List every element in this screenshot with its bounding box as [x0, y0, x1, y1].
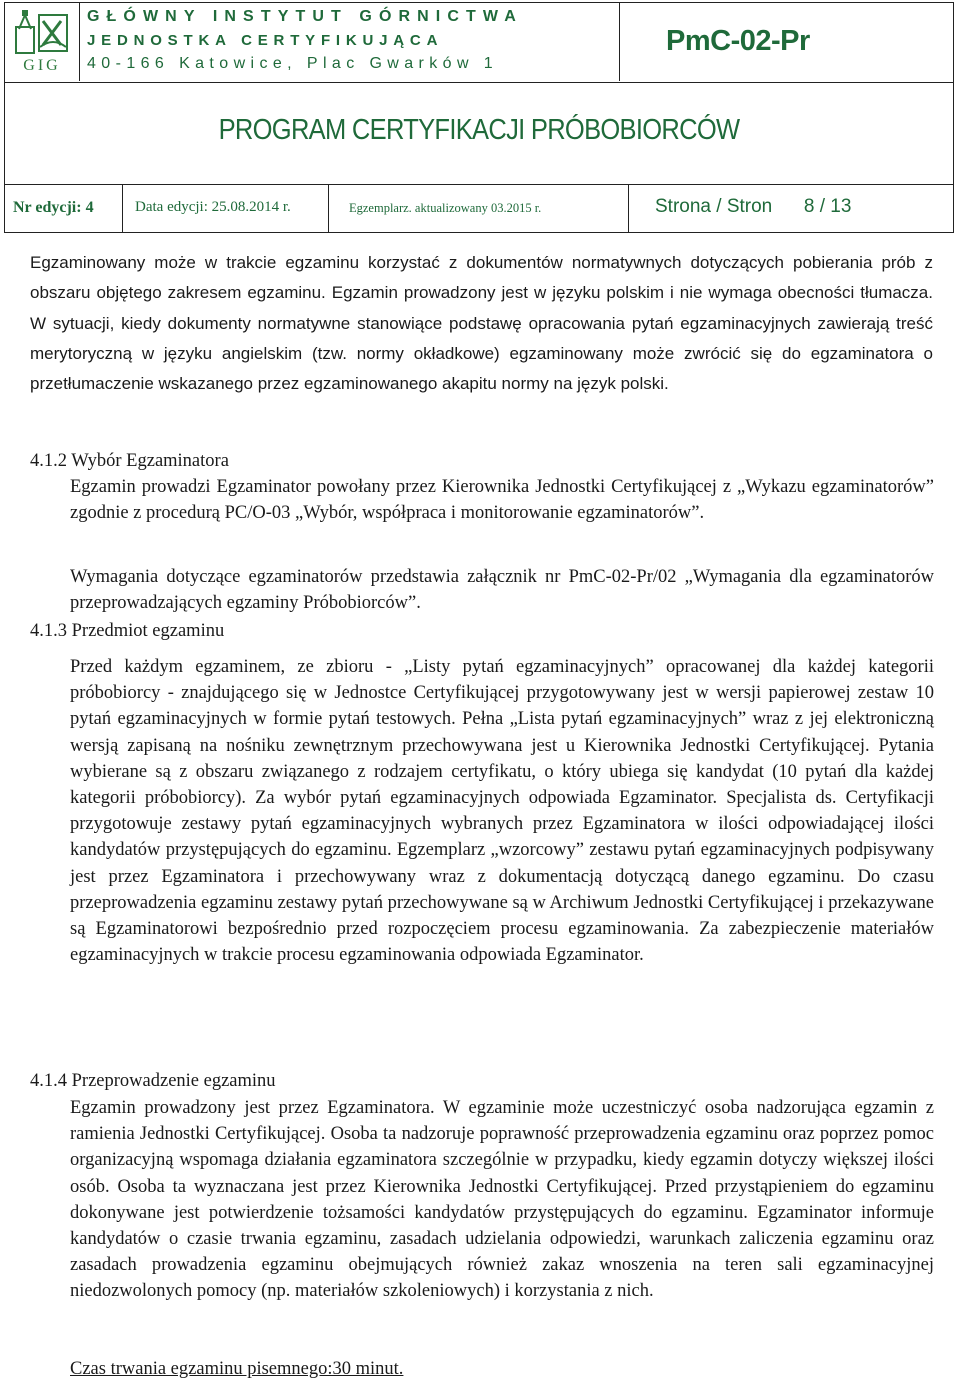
- intro-paragraph: Egzaminowany może w trakcie egzaminu korzystać z dokumentów normatywnych dotyczących pobierania prób z obszaru objętego zakresem egzaminu. Egzamin prowadzony jest w języku polskim i nie wymaga obecności tłumacza. W sytuacji, kiedy dokumenty normatywne stanowiące podstawę opracowania pytań egzaminacyjnych zawierają treść merytoryczną w języku angielskim (tzw. normy okładkowe) egzaminowany może zwrócić się do egzaminatora o przetłumaczenie wskazanego przez egzaminowanego akapitu normy na język polski.: [30, 253, 933, 394]
- gig-logo-icon: [13, 7, 71, 57]
- header-meta-row: [5, 185, 953, 232]
- section-4-1-2-paragraph-2: Wymagania dotyczące egzaminatorów przedstawia załącznik nr PmC-02-Pr/02 „Wymagania dla egzaminatorów przeprowadzających egzaminy Próbobiorców”.: [70, 567, 934, 614]
- edition-date: Data edycji: 25.08.2014 r.: [135, 199, 291, 215]
- edition-number: Nr edycji: 4: [13, 199, 94, 216]
- copy-status: Egzemplarz. aktualizowany 03.2015 r.: [349, 201, 542, 215]
- document-code: PmC-02-Pr: [666, 25, 810, 57]
- program-title: PROGRAM CERTYFIKACJI PRÓBOBIORCÓW: [218, 114, 740, 146]
- edition-cell: [5, 185, 123, 232]
- page-info-cell: [629, 185, 953, 232]
- page-info: Strona / Stron 8 / 13: [655, 196, 852, 217]
- section-4-1-4-heading: 4.1.4 Przeprowadzenie egzaminu: [30, 1071, 276, 1091]
- copy-status-cell: [329, 185, 629, 232]
- header-title-row: [5, 83, 953, 185]
- section-4-1-2-heading: 4.1.2 Wybór Egzaminatora: [30, 451, 229, 471]
- institute-cell: [79, 3, 620, 81]
- institute-address: 40-166 Katowice, Plac Gwarków 1: [87, 55, 499, 72]
- document-code-cell: [619, 3, 953, 81]
- section-4-1-2-paragraph-1: Egzamin prowadzi Egzaminator powołany przez Kierownika Jednostki Certyfikującej z „Wykazu egzaminatorów” zgodnie z procedurą PC/O-03 „Wybór, współpraca i monitorowanie egzaminatorów”.: [70, 477, 934, 524]
- edition-date-cell: [123, 185, 329, 232]
- header-top-row: [5, 3, 953, 83]
- document-header: [4, 2, 954, 233]
- logo-cell: [5, 3, 80, 81]
- section-4-1-3-paragraph: Przed każdym egzaminem, ze zbioru - „Listy pytań egzaminacyjnych” opracowanej dla każdej kategorii próbobiorcy - znajdującego się w Jednostce Certyfikującej przygotowywany jest w wersji papierowej zestaw 10 pytań egzaminacyjnych w formie pytań testowych. Pełna „Lista pytań egzaminacyjnych” wraz z jej elektroniczną wersją zapisaną na nośniku zewnętrznym przechowywana jest u Kierownika Jednostki Certyfikującej. Pytania wybierane są z obszaru związanego z rodzajem certyfikatu, o który ubiega się kandydat (10 pytań dla każdej kategorii próbobiorcy). Za wybór pytań egzaminacyjnych odpowiada Egzaminator. Specjalista ds. Certyfikacji przygotowuje zestawy pytań egzaminacyjnych wybranych przez Egzaminatora w ilości odpowiadającej ilości kandydatów przystępujących do egzaminu. Egzemplarz „wzorcowy” zestawu pytań egzaminacyjnych podpisywany jest przez Egzaminatora i przechowywany wraz z dokumentacją dotyczącą danego egzaminu. Do czasu przeprowadzenia egzaminu zestawy pytań przechowywane są w Archiwum Jednostki Certyfikującej i przekazywane są Egzaminatorowi bezpośrednio przed rozpoczęciem procesu egzaminowania. Za zabezpieczenie materiałów egzaminacyjnych w trakcie procesu egzaminowania odpowiada Egzaminator.: [70, 657, 934, 966]
- institute-name: GŁÓWNY INSTYTUT GÓRNICTWA: [87, 8, 523, 25]
- section-4-1-4-paragraph: Egzamin prowadzony jest przez Egzaminatora. W egzaminie może uczestniczyć osoba nadzorująca egzamin z ramienia Jednostki Certyfikującej. Osoba ta nadzoruje poprawność przeprowadzenia egzaminu oraz poprzez pomoc organizacyjną wspomaga działania egzaminatora szczególnie w przypadku, kiedy egzamin dotyczy większej ilości osób. Osoba ta wyznaczana jest przez Kierownika Jednostki Certyfikującej. Przed przystąpieniem do egzaminu dokonywane jest potwierdzenie tożsamości kandydatów przystępujących do egzaminu. Egzaminator informuje kandydatów o czasie trwania egzaminu, zasadach udzielania odpowiedzi, warunkach zaliczenia egzaminu oraz zasadach prowadzenia egzaminu obejmujących również zakaz wnoszenia na teren sali egzaminacyjnej niedozwolonych pomocy (np. materiałów szkoleniowych) i korzystania z nich.: [70, 1098, 934, 1302]
- exam-duration: Czas trwania egzaminu pisemnego:30 minut.: [70, 1359, 404, 1379]
- logo-text: GIG: [23, 57, 61, 74]
- section-4-1-3-heading: 4.1.3 Przedmiot egzaminu: [30, 621, 225, 641]
- institute-unit: JEDNOSTKA CERTYFIKUJĄCA: [87, 32, 444, 49]
